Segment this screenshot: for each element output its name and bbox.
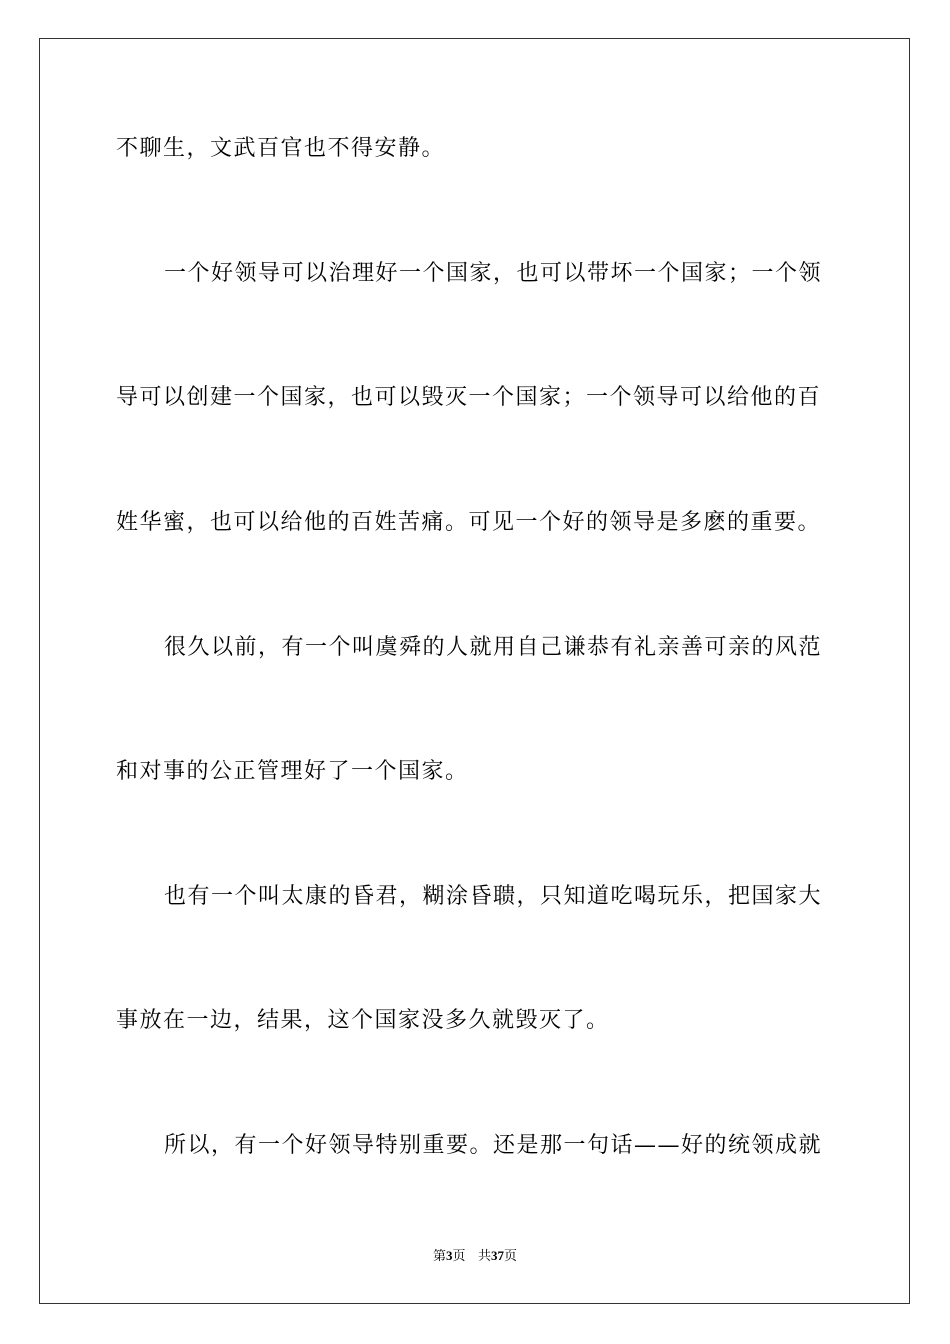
total-suffix: 页 bbox=[503, 1249, 517, 1264]
text-line-7: 也有一个叫太康的昏君，糊涂昏聩，只知道吃喝玩乐，把国家大 bbox=[164, 884, 823, 909]
page-number: 3 bbox=[446, 1248, 453, 1263]
page-footer bbox=[0, 1247, 950, 1266]
text-line-2: 一个好领导可以治理好一个国家，也可以带坏一个国家；一个领 bbox=[164, 261, 823, 286]
page-suffix: 页 bbox=[452, 1249, 466, 1264]
page-prefix: 第 bbox=[433, 1249, 447, 1264]
total-prefix: 共 bbox=[477, 1249, 491, 1264]
text-line-3: 导可以创建一个国家，也可以毁灭一个国家；一个领导可以给他的百 bbox=[116, 385, 822, 410]
text-line-6: 和对事的公正管理好了一个国家。 bbox=[116, 759, 469, 784]
text-line-8: 事放在一边，结果，这个国家没多久就毁灭了。 bbox=[116, 1008, 610, 1033]
page-border bbox=[39, 38, 910, 1304]
text-line-4: 姓华蜜，也可以给他的百姓苦痛。可见一个好的领导是多麽的重要。 bbox=[116, 510, 822, 535]
text-line-1: 不聊生，文武百官也不得安静。 bbox=[116, 136, 446, 161]
text-line-9: 所以，有一个好领导特别重要。还是那一句话——好的统领成就 bbox=[164, 1133, 823, 1158]
total-pages: 37 bbox=[490, 1248, 504, 1263]
text-line-5: 很久以前，有一个叫虞舜的人就用自己谦恭有礼亲善可亲的风范 bbox=[164, 635, 823, 660]
